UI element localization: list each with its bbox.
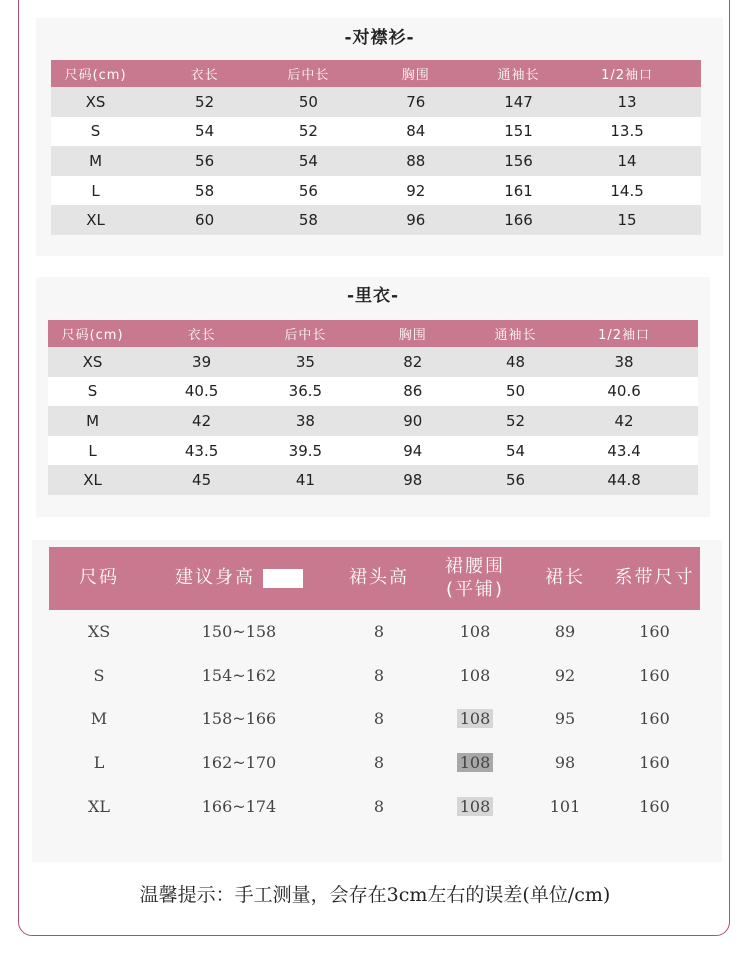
header-back-length: 后中长: [269, 60, 348, 87]
cell-size: M: [48, 406, 137, 436]
cell-size: XS: [87, 622, 111, 642]
cell: 76: [348, 87, 484, 117]
cell: 58: [140, 176, 269, 206]
header-length: 衣长: [137, 320, 266, 347]
cell: 38: [266, 406, 345, 436]
inner-title: -里衣-: [346, 286, 400, 306]
cell-size: S: [93, 665, 105, 685]
cell: 160: [639, 709, 670, 729]
cell: 95: [554, 709, 576, 729]
cell: 8: [373, 709, 385, 729]
cell: 156: [484, 146, 553, 176]
cell: [429, 784, 521, 828]
table-row: [51, 205, 701, 235]
cell-value: 108: [459, 622, 491, 642]
cell: 36.5: [266, 377, 345, 407]
cell: 54: [269, 146, 348, 176]
cell-value-highlight: 108: [457, 753, 494, 772]
table-row: [48, 436, 698, 466]
cell: 158~166: [201, 709, 277, 729]
cell-value-highlight: 108: [457, 797, 494, 816]
cell: 90: [345, 406, 481, 436]
cell: 14.5: [553, 176, 701, 206]
cell: 56: [140, 146, 269, 176]
header-waist-label: 裙腰围: [445, 556, 505, 577]
table-row: [48, 377, 698, 407]
cell: 39: [137, 347, 266, 377]
cell: 147: [484, 87, 553, 117]
header-waist-note: (平铺): [445, 578, 505, 600]
cell: 54: [481, 436, 550, 466]
header-waistband-height: 裙头高: [329, 547, 429, 610]
table-row: [51, 146, 701, 176]
table-row: [48, 347, 698, 377]
cell-size: XL: [87, 796, 110, 816]
table-header-row: [51, 60, 701, 87]
cell: 50: [269, 87, 348, 117]
cell: [429, 697, 521, 741]
cell: 56: [269, 176, 348, 206]
cell: [429, 741, 521, 785]
cell-size: XL: [48, 465, 137, 495]
cell: 101: [549, 796, 581, 816]
cell: 96: [348, 205, 484, 235]
cell: 94: [345, 436, 481, 466]
cell-value: 108: [459, 665, 491, 685]
header-chest: 胸围: [348, 60, 484, 87]
header-size: 尺码(cm): [48, 320, 137, 347]
cell: 161: [484, 176, 553, 206]
cell-size: L: [51, 176, 140, 206]
cell-size: M: [90, 709, 108, 729]
cell: 52: [269, 117, 348, 147]
table-row: [49, 784, 700, 828]
cell: 84: [348, 117, 484, 147]
cell: 43.5: [137, 436, 266, 466]
cell: 42: [550, 406, 698, 436]
cell: 54: [140, 117, 269, 147]
table-row: [49, 697, 700, 741]
header-half-cuff: 1/2袖口: [550, 320, 698, 347]
cell-value-highlight: 108: [457, 709, 494, 728]
cell-size: S: [51, 117, 140, 147]
cell: 8: [373, 796, 385, 816]
header-suggested-height: [149, 547, 329, 610]
cell: 48: [481, 347, 550, 377]
table-row: [49, 654, 700, 698]
cell: 92: [554, 665, 576, 685]
cell: 13: [553, 87, 701, 117]
cell: 8: [373, 665, 385, 685]
cell: 42: [137, 406, 266, 436]
cell: 52: [481, 406, 550, 436]
cell-size: L: [48, 436, 137, 466]
table-row: [51, 87, 701, 117]
cell: 162~170: [201, 753, 277, 773]
header-sleeve-span: 通袖长: [484, 60, 553, 87]
cell: 40.6: [550, 377, 698, 407]
cell: 50: [481, 377, 550, 407]
header-length: 衣长: [140, 60, 269, 87]
cell: 43.4: [550, 436, 698, 466]
cell: 151: [484, 117, 553, 147]
table-header-row: [48, 320, 698, 347]
header-waist: [429, 547, 521, 610]
cell: 14: [553, 146, 701, 176]
header-back-length: 后中长: [266, 320, 345, 347]
cell: 166~174: [201, 796, 277, 816]
table-row: [49, 741, 700, 785]
cell: 45: [137, 465, 266, 495]
cell: 154~162: [201, 665, 277, 685]
cell: 58: [269, 205, 348, 235]
table-row: [51, 117, 701, 147]
table-row: [49, 610, 700, 654]
cell: 82: [345, 347, 481, 377]
cell-size: XL: [51, 205, 140, 235]
cell: 160: [639, 753, 670, 773]
table-header-row: [49, 547, 700, 610]
header-tie-size: 系带尺寸: [609, 547, 700, 610]
cell: 41: [266, 465, 345, 495]
cell: 38: [550, 347, 698, 377]
cell: 8: [373, 622, 385, 642]
cell-size: L: [93, 753, 105, 773]
cell: [429, 654, 521, 698]
cell: 52: [140, 87, 269, 117]
cell: [429, 610, 521, 654]
cell: 166: [484, 205, 553, 235]
header-suggested-height-label: 建议身高: [175, 567, 255, 589]
cell: 8: [373, 753, 385, 773]
cell: 39.5: [266, 436, 345, 466]
cell: 89: [554, 622, 576, 642]
cell-size: S: [48, 377, 137, 407]
cell-size: M: [51, 146, 140, 176]
cell: 86: [345, 377, 481, 407]
header-half-cuff: 1/2袖口: [553, 60, 701, 87]
cell: 160: [639, 665, 670, 685]
cell: 98: [345, 465, 481, 495]
cell-size: XS: [51, 87, 140, 117]
cell: 13.5: [553, 117, 701, 147]
cell: 98: [554, 753, 576, 773]
inner-size-table: [48, 320, 698, 495]
cell: 15: [553, 205, 701, 235]
header-chest: 胸围: [345, 320, 481, 347]
cardigan-size-table: [51, 60, 701, 235]
measurement-note: 温馨提示：手工测量，会存在3cm左右的误差(单位/cm): [139, 884, 611, 906]
cell: 160: [639, 796, 670, 816]
cell: 35: [266, 347, 345, 377]
table-row: [48, 465, 698, 495]
header-sleeve-span: 通袖长: [481, 320, 550, 347]
cardigan-title: -对襟衫-: [344, 28, 415, 48]
cell: 40.5: [137, 377, 266, 407]
header-size: 尺码(cm): [51, 60, 140, 87]
table-row: [48, 406, 698, 436]
header-size: 尺码: [49, 547, 149, 610]
cell: 60: [140, 205, 269, 235]
skirt-size-table: [49, 547, 700, 828]
cell: 150~158: [201, 622, 277, 642]
cell: 44.8: [550, 465, 698, 495]
header-skirt-length: 裙长: [521, 547, 609, 610]
table-row: [51, 176, 701, 206]
redaction-box: [263, 569, 303, 588]
cell: 92: [348, 176, 484, 206]
cell: 56: [481, 465, 550, 495]
cell: 160: [639, 622, 670, 642]
cell: 88: [348, 146, 484, 176]
cell-size: XS: [48, 347, 137, 377]
